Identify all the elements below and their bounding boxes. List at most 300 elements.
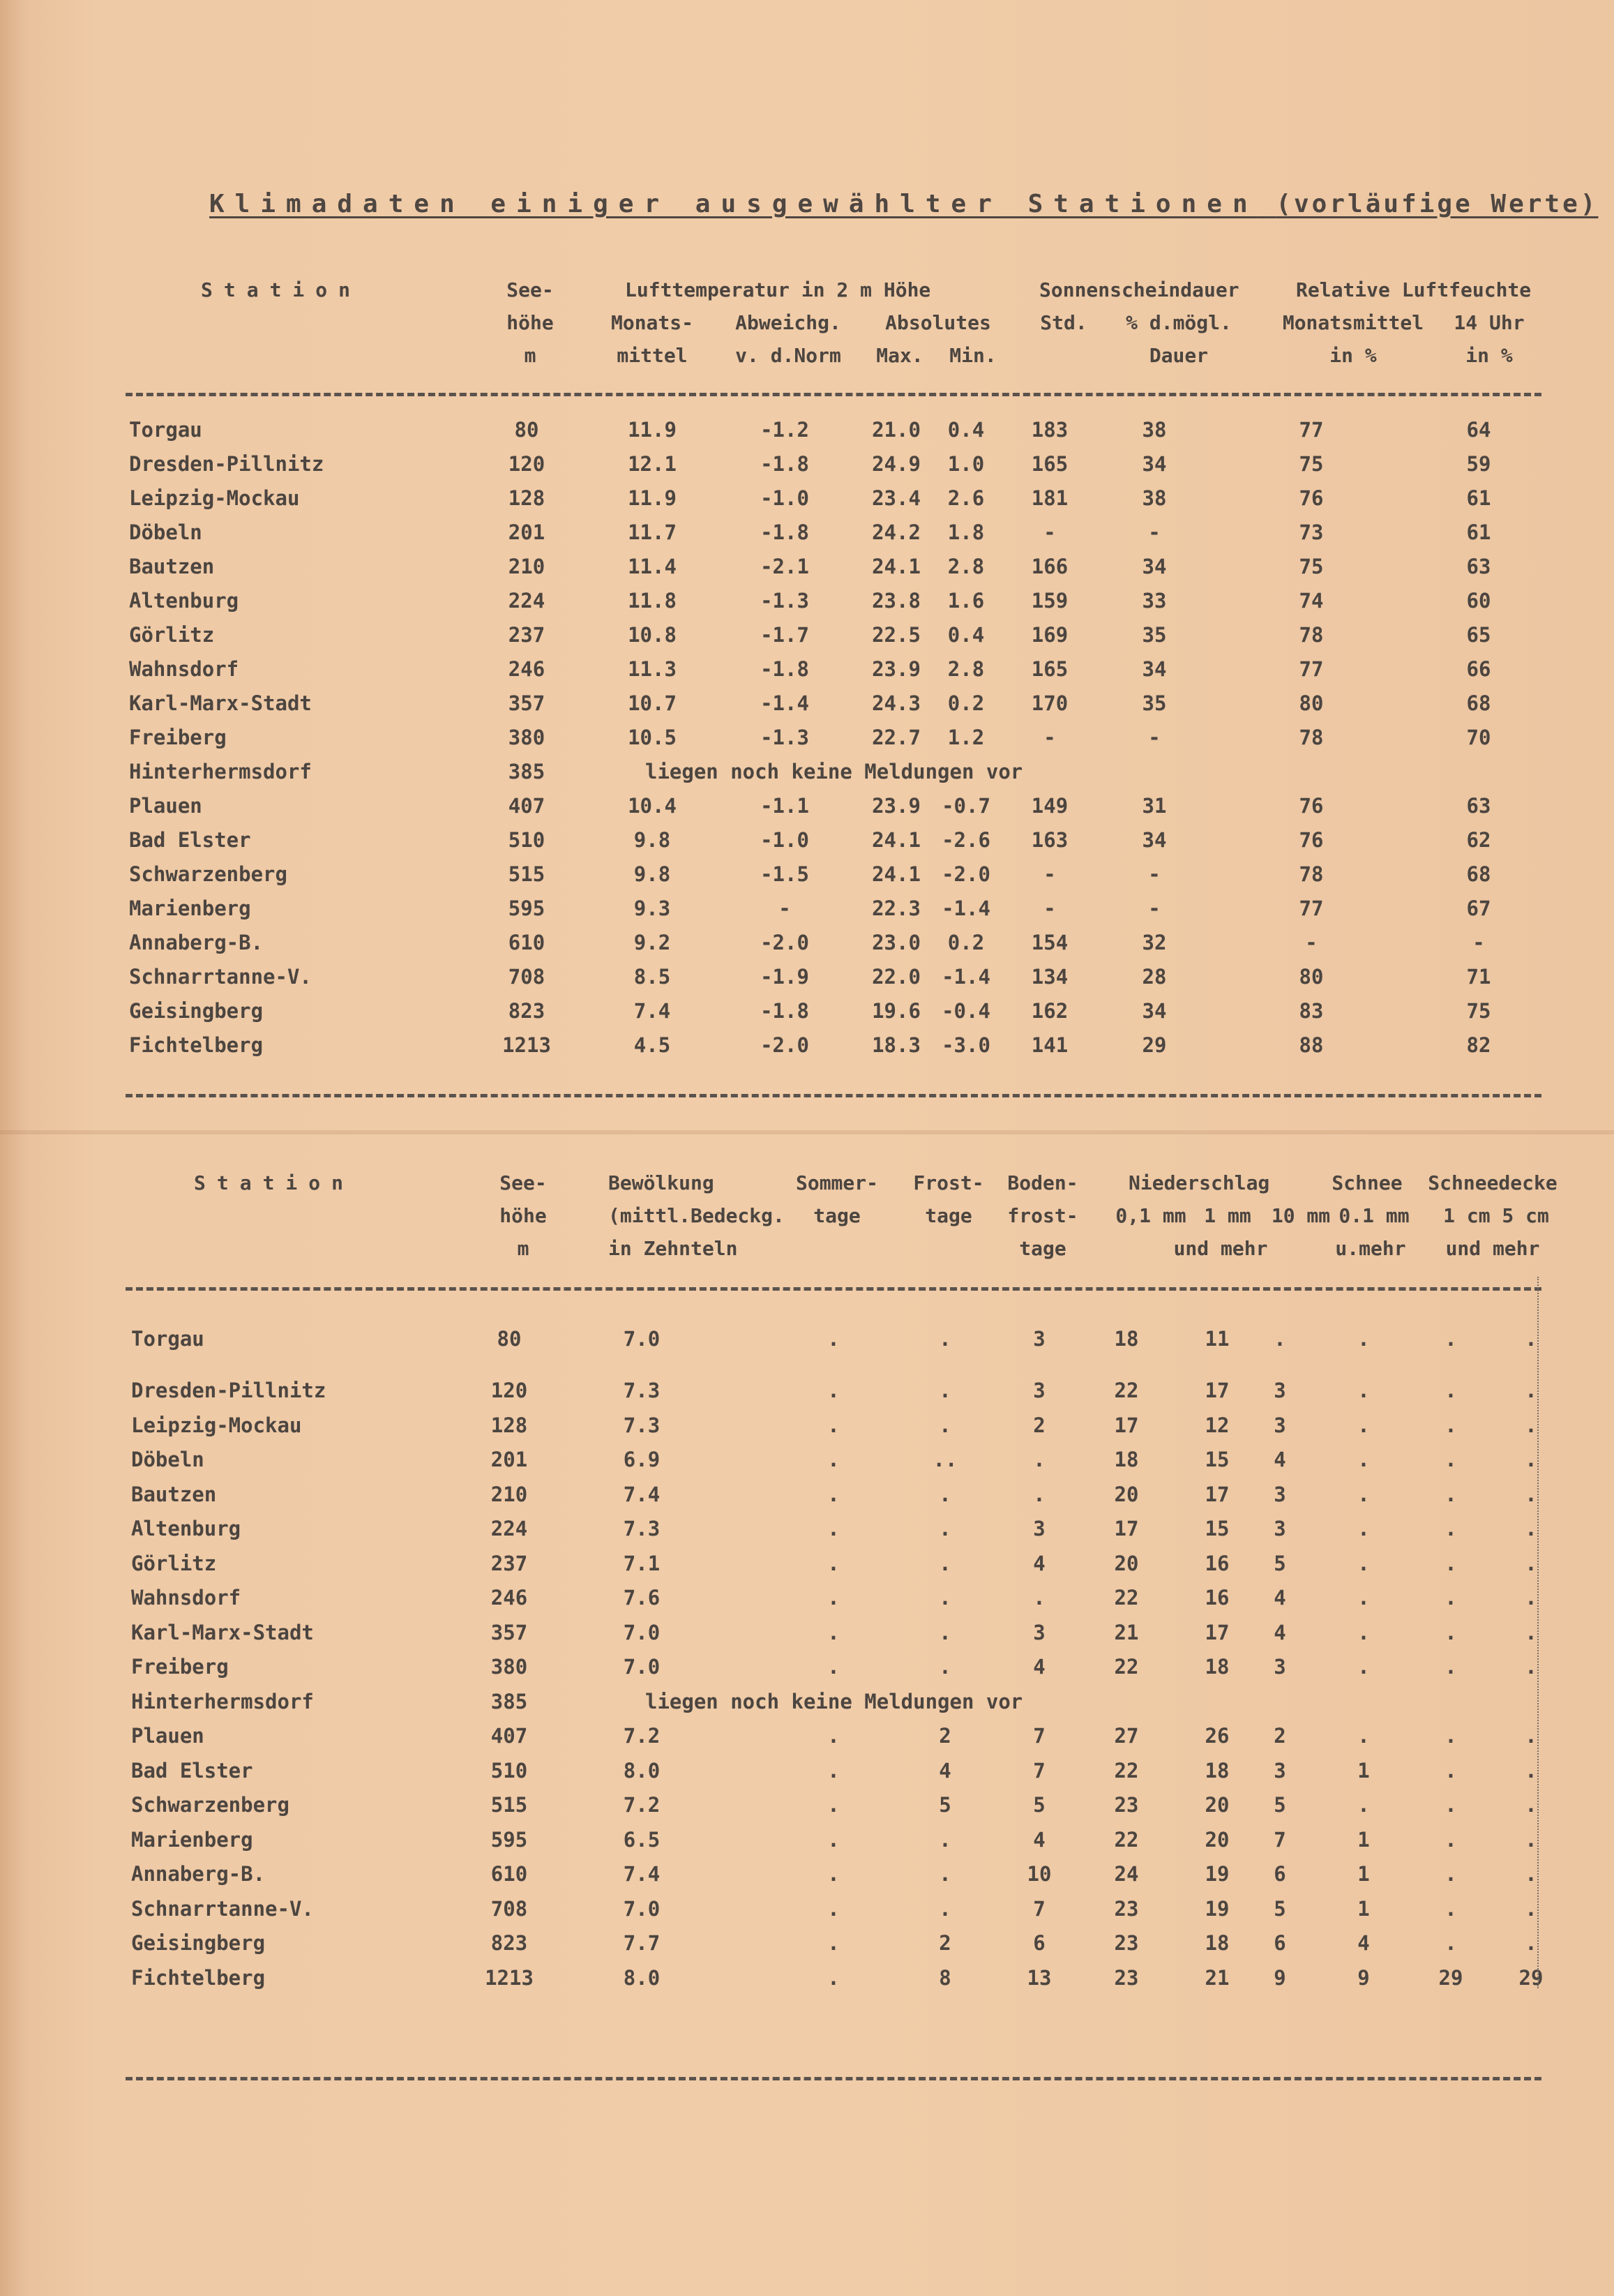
t1-cell-max: 24.1 xyxy=(872,555,921,578)
t2-h-ns-1: 1 mm xyxy=(1204,1204,1251,1227)
t2-row xyxy=(0,1409,1614,1443)
t2-cell-schneedecke-1: . xyxy=(1445,1620,1457,1644)
t2-separator-bottom xyxy=(126,2077,1541,2080)
t1-cell-min: 1.2 xyxy=(947,726,985,749)
t1-cell-abweichung: - xyxy=(778,896,791,920)
t2-cell-seehoehe: 246 xyxy=(490,1586,528,1610)
t2-cell-station: Bautzen xyxy=(131,1482,217,1506)
t2-cell-bewoelkung: 8.0 xyxy=(623,1965,661,1990)
t2-cell-ns-01: 23 xyxy=(1114,1896,1139,1921)
t2-cell-schneedecke-1: . xyxy=(1445,1724,1457,1748)
t1-cell-min: 0.4 xyxy=(947,418,985,442)
t1-cell-min: -0.4 xyxy=(942,999,990,1023)
t2-h-schnee-1: Schnee xyxy=(1332,1171,1403,1194)
t2-cell-ns-10: 7 xyxy=(1274,1827,1286,1852)
t1-cell-rf-monatsmittel: 78 xyxy=(1299,623,1324,647)
t2-row xyxy=(0,1892,1614,1927)
t1-cell-max: 24.3 xyxy=(872,691,921,715)
t2-cell-bodenfrosttage: . xyxy=(1033,1586,1046,1610)
t1-h-seehoehe-1: See- xyxy=(506,278,554,301)
t2-cell-station: Geisingberg xyxy=(131,1931,266,1955)
t1-h-seehoehe-2: höhe xyxy=(506,311,554,334)
t2-cell-bewoelkung: 7.0 xyxy=(623,1620,661,1644)
t2-cell-schneedecke-5: . xyxy=(1525,1379,1537,1402)
t2-cell-ns-01: 23 xyxy=(1114,1931,1139,1955)
t2-cell-sommertage: . xyxy=(827,1448,840,1471)
t1-cell-monatsmittel: 11.7 xyxy=(628,520,677,544)
t1-cell-seehoehe: 201 xyxy=(508,520,545,544)
t1-cell-min: 2.8 xyxy=(947,657,985,681)
t2-cell-schneedecke-1: . xyxy=(1445,1517,1457,1540)
t2-cell-bewoelkung: 7.0 xyxy=(623,1896,661,1921)
t1-cell-proz-moegl: 33 xyxy=(1142,589,1167,613)
t1-cell-station: Schnarrtanne-V. xyxy=(129,965,312,989)
t2-h-seehoehe-1: See- xyxy=(499,1171,547,1194)
t1-cell-rf-monatsmittel: 76 xyxy=(1299,828,1324,852)
t1-cell-seehoehe: 823 xyxy=(508,999,545,1023)
t1-missing-note: liegen noch keine Meldungen vor xyxy=(645,760,1023,783)
t1-cell-min: -1.4 xyxy=(942,965,990,989)
t1-cell-seehoehe: 1213 xyxy=(502,1033,551,1057)
t2-cell-frosttage: . xyxy=(939,1896,951,1921)
t2-cell-frosttage: . xyxy=(939,1827,951,1852)
t1-cell-rf-14uhr: 71 xyxy=(1466,965,1491,989)
t1-cell-seehoehe: 224 xyxy=(508,589,545,613)
t1-cell-proz-moegl: - xyxy=(1148,896,1161,920)
t1-cell-seehoehe: 595 xyxy=(508,896,545,920)
t2-cell-bewoelkung: 7.7 xyxy=(623,1931,661,1955)
t2-cell-schneedecke-5: . xyxy=(1525,1586,1537,1610)
t1-cell-min: 0.2 xyxy=(947,691,985,715)
t1-cell-monatsmittel: 10.7 xyxy=(628,691,677,715)
t1-cell-rf-monatsmittel: 76 xyxy=(1299,794,1324,818)
t2-cell-schnee: . xyxy=(1357,1655,1370,1679)
t2-h-sommertage-1: Sommer- xyxy=(795,1171,878,1194)
t2-cell-schneedecke-5: . xyxy=(1525,1655,1537,1679)
t2-cell-bodenfrosttage: . xyxy=(1033,1482,1046,1506)
t1-cell-rf-14uhr: 75 xyxy=(1466,999,1491,1023)
t1-cell-station: Torgau xyxy=(129,418,202,442)
t1-cell-rf-monatsmittel: 78 xyxy=(1299,726,1324,749)
t1-h-lufttemperatur: Lufttemperatur in 2 m Höhe xyxy=(625,278,931,301)
t1-cell-station: Bad Elster xyxy=(129,828,251,852)
t2-cell-bewoelkung: 8.0 xyxy=(623,1758,661,1783)
t1-cell-abweichung: -1.8 xyxy=(760,999,809,1023)
t1-cell-max: 22.7 xyxy=(872,726,921,749)
t1-cell-monatsmittel: 9.2 xyxy=(633,931,671,954)
t2-cell-schneedecke-1: . xyxy=(1445,1896,1457,1921)
t1-cell-rf-14uhr: 70 xyxy=(1466,726,1491,749)
t2-cell-schnee: 1 xyxy=(1357,1862,1370,1886)
t1-cell-monatsmittel: 12.1 xyxy=(628,452,677,476)
t2-cell-schnee: . xyxy=(1357,1517,1370,1540)
t2-cell-ns-1: 11 xyxy=(1205,1327,1230,1351)
t2-cell-bewoelkung: 6.9 xyxy=(623,1448,661,1471)
t1-cell-rf-monatsmittel: 75 xyxy=(1299,452,1324,476)
t1-row xyxy=(0,1028,1614,1063)
t2-cell-schnee: . xyxy=(1357,1586,1370,1610)
t2-cell-bodenfrosttage: 3 xyxy=(1033,1379,1046,1402)
t1-cell-rf-14uhr: - xyxy=(1472,931,1485,954)
t1-cell-std: 154 xyxy=(1031,931,1069,954)
t1-cell-monatsmittel: 8.5 xyxy=(633,965,671,989)
t1-cell-monatsmittel: 10.4 xyxy=(628,794,677,818)
t2-cell-schneedecke-1: . xyxy=(1445,1586,1457,1610)
t1-cell-station: Marienberg xyxy=(129,896,251,920)
t2-cell-frosttage: . xyxy=(939,1655,951,1679)
t2-cell-frosttage: . xyxy=(939,1620,951,1644)
t2-cell-ns-01: 23 xyxy=(1114,1965,1139,1990)
t1-cell-max: 23.9 xyxy=(872,794,921,818)
t2-cell-station: Plauen xyxy=(131,1724,204,1748)
t2-h-seehoehe-2: höhe xyxy=(499,1204,547,1227)
t1-cell-abweichung: -2.1 xyxy=(760,555,809,578)
t1-cell-abweichung: -1.8 xyxy=(760,520,809,544)
t1-cell-station: Wahnsdorf xyxy=(129,657,239,681)
t1-cell-min: 0.4 xyxy=(947,623,985,647)
t2-cell-station: Freiberg xyxy=(131,1655,229,1679)
t2-cell-seehoehe: 515 xyxy=(490,1793,528,1817)
t1-h-absolutes: Absolutes xyxy=(885,311,991,334)
t1-cell-station: Fichtelberg xyxy=(129,1033,264,1057)
t1-cell-abweichung: -1.3 xyxy=(760,726,809,749)
t1-cell-rf-14uhr: 61 xyxy=(1466,486,1491,510)
t2-cell-bodenfrosttage: 4 xyxy=(1033,1655,1046,1679)
t1-cell-min: -2.0 xyxy=(942,862,990,886)
t2-cell-seehoehe: 120 xyxy=(490,1379,528,1402)
t1-cell-seehoehe: 515 xyxy=(508,862,545,886)
t1-cell-seehoehe: 610 xyxy=(508,931,545,954)
t1-cell-seehoehe: 380 xyxy=(508,726,545,749)
t1-cell-rf-14uhr: 59 xyxy=(1466,452,1491,476)
t2-cell-station: Annaberg-B. xyxy=(131,1862,266,1886)
t2-cell-ns-1: 15 xyxy=(1205,1448,1230,1471)
t1-cell-proz-moegl: 34 xyxy=(1142,452,1167,476)
t2-cell-ns-01: 27 xyxy=(1114,1724,1139,1748)
t2-cell-schneedecke-1: . xyxy=(1445,1379,1457,1402)
t2-cell-schneedecke-5: 29 xyxy=(1518,1965,1544,1990)
t2-cell-station: Döbeln xyxy=(131,1448,204,1471)
t2-cell-sommertage: . xyxy=(827,1620,840,1644)
t2-cell-seehoehe: 380 xyxy=(490,1655,528,1679)
t1-cell-monatsmittel: 11.9 xyxy=(628,486,677,510)
t1-cell-rf-monatsmittel: 80 xyxy=(1299,965,1324,989)
t1-cell-seehoehe: 237 xyxy=(508,623,545,647)
t1-cell-station: Plauen xyxy=(129,794,202,818)
t1-cell-rf-14uhr: 68 xyxy=(1466,862,1491,886)
t1-cell-std: - xyxy=(1043,896,1056,920)
t2-cell-ns-01: 20 xyxy=(1114,1482,1139,1506)
t2-cell-ns-10: 3 xyxy=(1274,1758,1286,1783)
t1-cell-std: 170 xyxy=(1031,691,1069,715)
t2-cell-ns-10: 3 xyxy=(1274,1379,1286,1402)
t1-h-proz-moegl-2: Dauer xyxy=(1149,344,1209,367)
t2-cell-ns-10: 4 xyxy=(1274,1586,1286,1610)
t2-cell-ns-01: 22 xyxy=(1114,1379,1139,1402)
t1-cell-max: 23.9 xyxy=(872,657,921,681)
t1-cell-proz-moegl: - xyxy=(1148,520,1161,544)
t2-cell-schnee: . xyxy=(1357,1327,1370,1351)
t2-row xyxy=(0,1650,1614,1685)
t1-row xyxy=(0,481,1614,516)
t2-cell-ns-10: 2 xyxy=(1274,1724,1286,1748)
t2-cell-schneedecke-5: . xyxy=(1525,1724,1537,1748)
t2-cell-station: Torgau xyxy=(131,1327,204,1351)
t2-cell-station: Schnarrtanne-V. xyxy=(131,1896,314,1921)
t1-cell-station: Geisingberg xyxy=(129,999,264,1023)
t2-cell-frosttage: . xyxy=(939,1586,951,1610)
t2-cell-ns-01: 20 xyxy=(1114,1551,1139,1575)
t1-cell-monatsmittel: 11.3 xyxy=(628,657,677,681)
t2-cell-frosttage: .. xyxy=(933,1448,958,1471)
t1-cell-abweichung: -1.0 xyxy=(760,486,809,510)
t2-cell-ns-1: 20 xyxy=(1205,1827,1230,1852)
t1-cell-std: 183 xyxy=(1031,418,1069,442)
t2-cell-frosttage: 5 xyxy=(939,1793,951,1817)
t1-cell-rf-monatsmittel: 77 xyxy=(1299,418,1324,442)
t1-cell-rf-monatsmittel: 77 xyxy=(1299,657,1324,681)
t1-cell-seehoehe: 357 xyxy=(508,691,545,715)
t1-cell-rf-monatsmittel: 83 xyxy=(1299,999,1324,1023)
t2-cell-sommertage: . xyxy=(827,1517,840,1540)
t1-cell-proz-moegl: 34 xyxy=(1142,555,1167,578)
t2-cell-schnee: . xyxy=(1357,1482,1370,1506)
t1-h-station: Station xyxy=(201,278,362,301)
t2-cell-bewoelkung: 7.0 xyxy=(623,1655,661,1679)
t2-cell-schneedecke-1: 29 xyxy=(1438,1965,1463,1990)
t2-cell-ns-1: 16 xyxy=(1205,1551,1230,1575)
t1-cell-seehoehe: 120 xyxy=(508,452,545,476)
t2-row xyxy=(0,1823,1614,1858)
t2-cell-ns-10: . xyxy=(1274,1327,1286,1351)
t2-cell-schneedecke-1: . xyxy=(1445,1862,1457,1886)
t2-row xyxy=(0,1788,1614,1823)
t2-cell-seehoehe: 823 xyxy=(490,1931,528,1955)
t1-row xyxy=(0,584,1614,618)
t2-cell-station: Bad Elster xyxy=(131,1758,253,1783)
t2-cell-ns-01: 22 xyxy=(1114,1586,1139,1610)
t1-cell-rf-14uhr: 68 xyxy=(1466,691,1491,715)
t1-row xyxy=(0,789,1614,823)
t2-row xyxy=(0,1926,1614,1961)
t1-cell-abweichung: -1.9 xyxy=(760,965,809,989)
t1-cell-monatsmittel: 10.8 xyxy=(628,623,677,647)
t1-cell-station: Altenburg xyxy=(129,589,239,613)
t1-cell-proz-moegl: 38 xyxy=(1142,486,1167,510)
t2-row xyxy=(0,1754,1614,1789)
t2-h-schnee-3: u.mehr xyxy=(1335,1237,1406,1260)
t1-cell-rf-monatsmittel: 73 xyxy=(1299,520,1324,544)
t1-cell-monatsmittel: 7.4 xyxy=(633,999,671,1023)
t2-cell-ns-1: 15 xyxy=(1205,1517,1230,1540)
t2-h-bodenfrost-1: Boden- xyxy=(1007,1171,1078,1194)
t2-cell-frosttage: 2 xyxy=(939,1931,951,1955)
t1-h-max: Max. xyxy=(876,344,923,367)
t1-cell-abweichung: -1.0 xyxy=(760,828,809,852)
t2-cell-seehoehe: 708 xyxy=(490,1896,528,1921)
t1-cell-rf-14uhr: 66 xyxy=(1466,657,1491,681)
t2-cell-ns-10: 3 xyxy=(1274,1413,1286,1437)
t2-cell-bodenfrosttage: 10 xyxy=(1027,1862,1052,1886)
t2-cell-ns-10: 3 xyxy=(1274,1517,1286,1540)
t1-cell-max: 23.4 xyxy=(872,486,921,510)
t1-cell-rf-14uhr: 82 xyxy=(1466,1033,1491,1057)
t1-h-rf-14uhr-2: in % xyxy=(1465,344,1513,367)
t2-cell-sommertage: . xyxy=(827,1793,840,1817)
t2-cell-bodenfrosttage: 3 xyxy=(1033,1327,1046,1351)
t1-cell-rf-monatsmittel: 88 xyxy=(1299,1033,1324,1057)
t1-cell-abweichung: -1.3 xyxy=(760,589,809,613)
t2-row xyxy=(0,1616,1614,1651)
t2-row xyxy=(0,1443,1614,1478)
t1-cell-max: 22.0 xyxy=(872,965,921,989)
t2-h-bewoelkung-2: (mittl.Bedeckg. xyxy=(608,1204,785,1227)
t2-cell-ns-1: 16 xyxy=(1205,1586,1230,1610)
t2-cell-ns-10: 9 xyxy=(1274,1965,1286,1990)
t2-cell-ns-01: 21 xyxy=(1114,1620,1139,1644)
t2-cell-ns-1: 19 xyxy=(1205,1862,1230,1886)
t1-cell-proz-moegl: - xyxy=(1148,726,1161,749)
table2-header xyxy=(0,1166,1614,1265)
t2-h-schneedecke-1: Schneedecke xyxy=(1428,1171,1558,1194)
t2-cell-ns-10: 5 xyxy=(1274,1793,1286,1817)
t2-cell-ns-1: 18 xyxy=(1205,1758,1230,1783)
t1-cell-proz-moegl: 34 xyxy=(1142,999,1167,1023)
t1-row xyxy=(0,413,1614,447)
t1-cell-station: Schwarzenberg xyxy=(129,862,287,886)
t2-cell-sommertage: . xyxy=(827,1586,840,1610)
t1-h-rf-monatsmittel-2: in % xyxy=(1329,344,1377,367)
t2-cell-schneedecke-1: . xyxy=(1445,1551,1457,1575)
t1-h-proz-moegl-1: % d.mögl. xyxy=(1126,311,1232,334)
t1-cell-station: Dresden-Pillnitz xyxy=(129,452,324,476)
t1-cell-rf-14uhr: 67 xyxy=(1466,896,1491,920)
t2-h-ns-10: 10 mm xyxy=(1271,1204,1331,1227)
t1-cell-rf-monatsmittel: 78 xyxy=(1299,862,1324,886)
t1-cell-proz-moegl: 34 xyxy=(1142,828,1167,852)
t2-row xyxy=(0,1547,1614,1582)
t2-cell-bodenfrosttage: . xyxy=(1033,1448,1046,1471)
t1-cell-std: 165 xyxy=(1031,657,1069,681)
t2-h-seehoehe-3: m xyxy=(517,1237,529,1260)
t2-cell-frosttage: . xyxy=(939,1327,951,1351)
t2-cell-ns-01: 17 xyxy=(1114,1413,1139,1437)
t2-cell-bodenfrosttage: 7 xyxy=(1033,1724,1046,1748)
t2-h-schnee-2: 0.1 mm xyxy=(1338,1204,1410,1227)
t1-cell-seehoehe: 246 xyxy=(508,657,545,681)
t1-cell-std: - xyxy=(1043,726,1056,749)
t1-cell-seehoehe: 385 xyxy=(508,760,545,783)
t1-row xyxy=(0,550,1614,584)
t1-h-min: Min. xyxy=(949,344,997,367)
t2-cell-schneedecke-1: . xyxy=(1445,1758,1457,1783)
t1-cell-std: 181 xyxy=(1031,486,1069,510)
t2-cell-schneedecke-1: . xyxy=(1445,1413,1457,1437)
t2-cell-sommertage: . xyxy=(827,1931,840,1955)
t2-cell-station: Hinterhermsdorf xyxy=(131,1689,314,1713)
t2-cell-schneedecke-5: . xyxy=(1525,1620,1537,1644)
t1-h-monatsmittel-1: Monats- xyxy=(610,311,693,334)
t2-cell-schnee: . xyxy=(1357,1413,1370,1437)
t2-cell-seehoehe: 357 xyxy=(490,1620,528,1644)
t2-cell-schneedecke-5: . xyxy=(1525,1517,1537,1540)
t1-cell-rf-14uhr: 63 xyxy=(1466,555,1491,578)
t2-cell-sommertage: . xyxy=(827,1724,840,1748)
t2-cell-seehoehe: 128 xyxy=(490,1413,528,1437)
t2-missing-note: liegen noch keine Meldungen vor xyxy=(645,1689,1023,1713)
t2-cell-bodenfrosttage: 6 xyxy=(1033,1931,1046,1955)
page-fold xyxy=(0,1130,1614,1134)
t1-row xyxy=(0,618,1614,652)
t2-cell-bewoelkung: 7.2 xyxy=(623,1793,661,1817)
t2-cell-bewoelkung: 7.4 xyxy=(623,1482,661,1506)
t2-cell-ns-01: 24 xyxy=(1114,1862,1139,1886)
t2-cell-sommertage: . xyxy=(827,1758,840,1783)
t1-cell-abweichung: -1.5 xyxy=(760,862,809,886)
t1-cell-station: Döbeln xyxy=(129,520,202,544)
t2-cell-ns-1: 17 xyxy=(1205,1482,1230,1506)
t2-cell-station: Fichtelberg xyxy=(131,1965,266,1990)
page-title xyxy=(209,190,1599,218)
t1-h-relative-luftfeuchte: Relative Luftfeuchte xyxy=(1296,278,1532,301)
t1-cell-abweichung: -1.2 xyxy=(760,418,809,442)
t1-cell-std: 149 xyxy=(1031,794,1069,818)
t2-cell-seehoehe: 224 xyxy=(490,1517,528,1540)
t1-cell-max: 18.3 xyxy=(872,1033,921,1057)
t1-cell-std: 169 xyxy=(1031,623,1069,647)
t2-h-frosttage-2: tage xyxy=(925,1204,972,1227)
t2-cell-bodenfrosttage: 3 xyxy=(1033,1517,1046,1540)
title-sub: (vorläufige Werte) xyxy=(1276,190,1599,218)
t1-h-abweichung-1: Abweichg. xyxy=(735,311,841,334)
t2-cell-seehoehe: 407 xyxy=(490,1724,528,1748)
t1-cell-min: 1.0 xyxy=(947,452,985,476)
t2-row xyxy=(0,1322,1614,1374)
t1-separator-top xyxy=(126,393,1541,396)
t2-cell-seehoehe: 237 xyxy=(490,1551,528,1575)
t2-cell-seehoehe: 510 xyxy=(490,1758,528,1783)
t2-h-bodenfrost-3: tage xyxy=(1019,1237,1066,1260)
t2-cell-seehoehe: 385 xyxy=(490,1689,528,1713)
t2-cell-bodenfrosttage: 4 xyxy=(1033,1827,1046,1852)
t2-cell-ns-10: 6 xyxy=(1274,1862,1286,1886)
t1-separator-bottom xyxy=(126,1094,1541,1097)
t1-cell-proz-moegl: 28 xyxy=(1142,965,1167,989)
t2-cell-schnee: 1 xyxy=(1357,1896,1370,1921)
t2-cell-schneedecke-1: . xyxy=(1445,1793,1457,1817)
t2-separator-top xyxy=(126,1287,1541,1291)
t1-cell-rf-monatsmittel: 75 xyxy=(1299,555,1324,578)
t1-cell-std: 163 xyxy=(1031,828,1069,852)
t1-cell-monatsmittel: 4.5 xyxy=(633,1033,671,1057)
t2-cell-ns-01: 22 xyxy=(1114,1655,1139,1679)
t1-cell-std: 162 xyxy=(1031,999,1069,1023)
t1-cell-rf-14uhr: 61 xyxy=(1466,520,1491,544)
t2-cell-schneedecke-5: . xyxy=(1525,1793,1537,1817)
t1-cell-rf-14uhr: 64 xyxy=(1466,418,1491,442)
t2-h-schneedecke-3: und mehr xyxy=(1445,1237,1540,1260)
t1-h-rf-monatsmittel-1: Monatsmittel xyxy=(1282,311,1424,334)
t2-cell-frosttage: 8 xyxy=(939,1965,951,1990)
t1-cell-max: 23.0 xyxy=(872,931,921,954)
t2-row xyxy=(0,1478,1614,1513)
t2-cell-frosttage: . xyxy=(939,1413,951,1437)
t2-cell-bodenfrosttage: 5 xyxy=(1033,1793,1046,1817)
t1-cell-min: -0.7 xyxy=(942,794,990,818)
t1-cell-seehoehe: 407 xyxy=(508,794,545,818)
t1-h-rf-14uhr-1: 14 Uhr xyxy=(1454,311,1525,334)
t1-cell-min: 0.2 xyxy=(947,931,985,954)
